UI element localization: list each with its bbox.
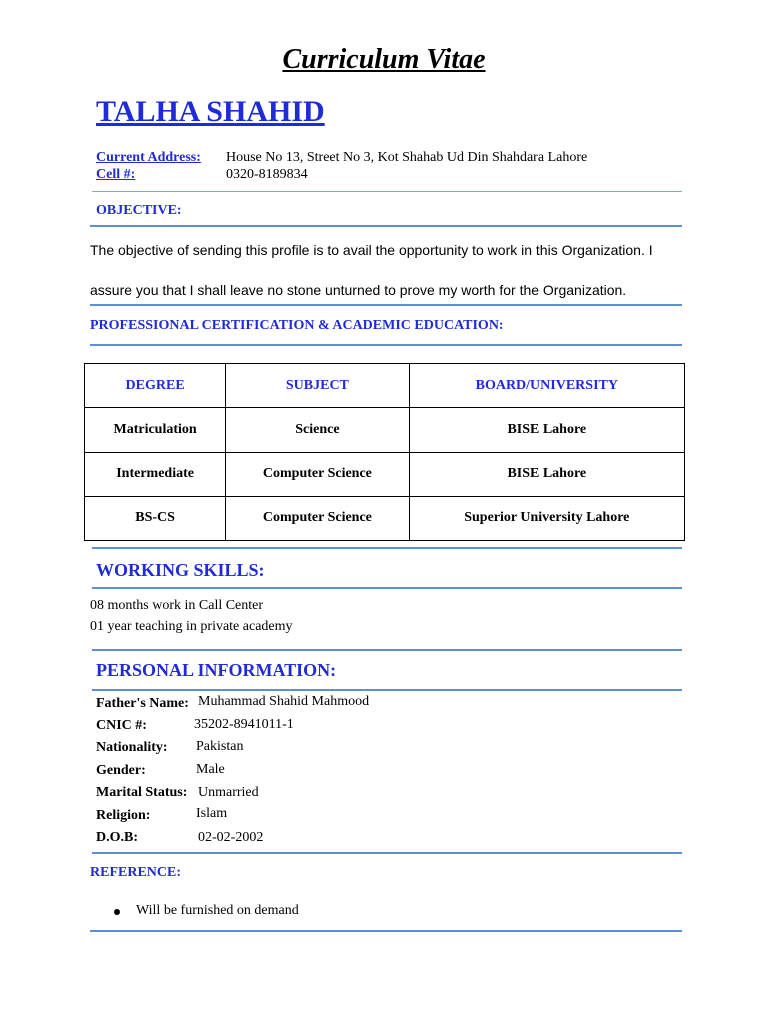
divider (90, 225, 682, 227)
table-row (85, 408, 685, 452)
skill-item: 01 year teaching in private academy (90, 619, 293, 634)
divider (90, 304, 682, 306)
table-row (85, 496, 685, 540)
gender-label: Gender: (96, 763, 146, 778)
cell-label: Cell #: (96, 167, 136, 182)
divider (92, 191, 682, 192)
personal-heading: PERSONAL INFORMATION: (96, 660, 337, 680)
divider (92, 547, 682, 549)
column-header-degree: DEGREE (85, 364, 226, 408)
objective-text: The objective of sending this profile is to avail the opportunity to work in this Organization. I assure you that I shall leave no stone unturned to prove my worth for the Organization. (90, 242, 653, 298)
religion-value: Islam (196, 806, 228, 821)
candidate-name: TALHA SHAHID (96, 95, 325, 128)
divider (92, 587, 682, 589)
reference-heading: REFERENCE: (90, 865, 182, 880)
divider (90, 930, 682, 932)
nationality-value: Pakistan (196, 739, 244, 754)
column-header-subject: SUBJECT (226, 364, 409, 408)
nationality-label: Nationality: (96, 740, 168, 755)
address-value: House No 13, Street No 3, Kot Shahab Ud Din Shahdara Lahore (226, 150, 588, 165)
objective-heading: OBJECTIVE: (96, 203, 182, 218)
table-cell: Superior University Lahore (409, 496, 684, 540)
table-cell: Science (226, 408, 409, 452)
skills-heading: WORKING SKILLS: (96, 560, 265, 580)
cell-value: 0320-8189834 (226, 167, 308, 182)
dob-label: D.O.B: (96, 830, 138, 845)
document-title: Curriculum Vitae (282, 44, 486, 75)
education-table (84, 363, 685, 541)
cnic-label: CNIC #: (96, 718, 147, 733)
cnic-value: 35202-8941011-1 (194, 717, 294, 732)
address-label: Current Address: (96, 150, 201, 165)
skill-item: 08 months work in Call Center (90, 598, 264, 613)
marital-status-label: Marital Status: (96, 785, 188, 800)
religion-label: Religion: (96, 808, 151, 823)
divider (92, 689, 682, 691)
marital-status-value: Unmarried (198, 785, 259, 800)
gender-value: Male (196, 762, 225, 777)
table-cell: Intermediate (85, 452, 226, 496)
table-cell: Computer Science (226, 452, 409, 496)
fathers-name-label: Father's Name: (96, 696, 189, 711)
divider (90, 344, 682, 346)
divider (92, 649, 682, 651)
table-cell: BISE Lahore (409, 408, 684, 452)
table-cell: BS-CS (85, 496, 226, 540)
bullet-icon (114, 909, 120, 915)
table-cell: Computer Science (226, 496, 409, 540)
dob-value: 02-02-2002 (198, 830, 264, 845)
table-cell: BISE Lahore (409, 452, 684, 496)
fathers-name-value: Muhammad Shahid Mahmood (198, 694, 370, 709)
table-header-row (85, 364, 685, 408)
reference-item: Will be furnished on demand (136, 903, 299, 918)
education-heading: PROFESSIONAL CERTIFICATION & ACADEMIC EDUCATION: (90, 318, 504, 333)
column-header-board: BOARD/UNIVERSITY (409, 364, 684, 408)
table-cell: Matriculation (85, 408, 226, 452)
divider (92, 852, 682, 854)
table-row (85, 452, 685, 496)
